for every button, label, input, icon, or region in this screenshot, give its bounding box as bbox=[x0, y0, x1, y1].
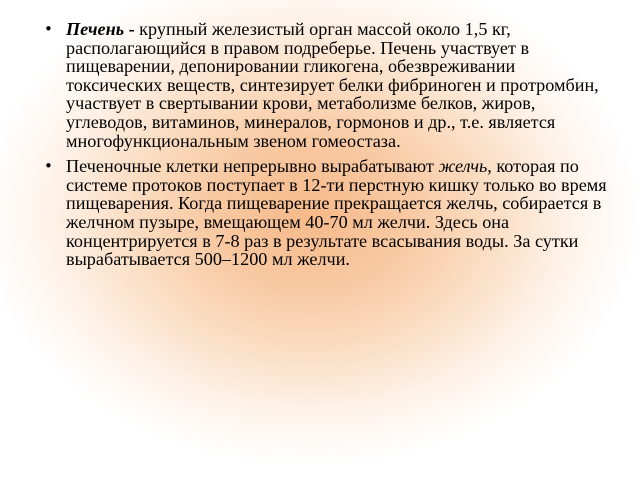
bullet-item-bile bbox=[44, 157, 614, 269]
bile-text-after: , которая по системе протоков поступает в 12-ти перстную кишку только во время пищеварения. Когда пищеварение прекращается желчь, собирается в желчном пузыре, вмещающем 40-70 мл желчи. Здесь она концентрируется в 7-8 раз в результате всасывания воды. За сутки вырабатывается 500–1200 мл желчи. bbox=[66, 156, 607, 270]
bullet-icon: • bbox=[44, 157, 53, 176]
term-liver: Печень bbox=[66, 19, 125, 39]
bullet-item-liver bbox=[44, 20, 614, 150]
bullet-icon: • bbox=[44, 20, 53, 38]
slide-content bbox=[44, 20, 614, 276]
term-bile: желчь bbox=[438, 156, 488, 177]
liver-description: крупный железистый орган массой около 1,5 кг, располагающийся в правом подреберье. Печень участвует в пищеварении, депонировании гликогена, обезвреживании токсических веществ, синтезирует белки фибриноген и протромбин, участвует в свертывании крови, метаболизме белков, жиров, углеводов, витаминов, минералов, гормонов и др., т.е. является многофункциональным звеном гомеостаза. bbox=[66, 19, 599, 151]
term-dash: - bbox=[124, 19, 140, 39]
bullet-list bbox=[44, 20, 614, 269]
bile-text-before: Печеночные клетки непрерывно вырабатывают bbox=[66, 156, 439, 177]
